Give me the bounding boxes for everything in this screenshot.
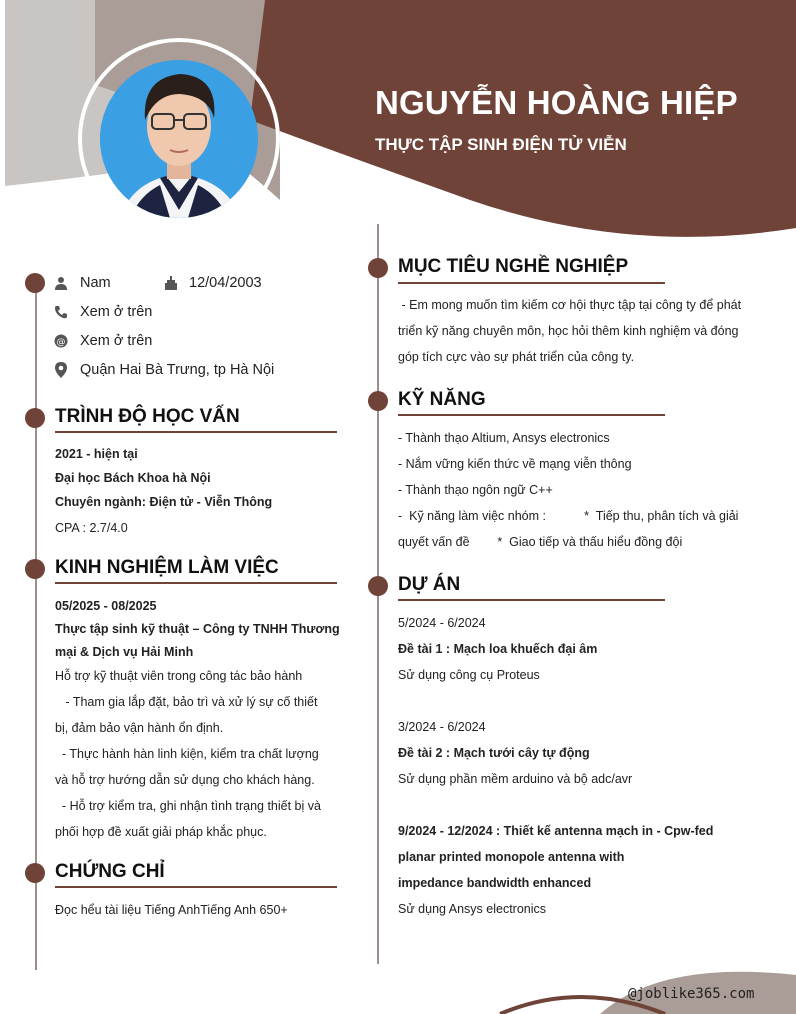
education-cpa: CPA : 2.7/4.0 (55, 521, 128, 535)
email-at-icon (53, 333, 69, 349)
email-text: Xem ở trên (80, 333, 153, 349)
project3-title-line3: impedance bandwidth enhanced (398, 876, 592, 890)
experience-rule (55, 582, 337, 584)
project1-name: Đề tài 1 : Mạch loa khuếch đại âm (398, 642, 598, 656)
person-icon (53, 275, 69, 291)
objective-line: triển kỹ năng chuyên môn, học hỏi thêm kinh nghiệm và đóng (398, 324, 739, 338)
skills-body (398, 425, 778, 555)
phone-icon (53, 304, 69, 320)
objective-dot (368, 258, 388, 278)
objective-body (398, 292, 768, 370)
candidate-name: NGUYỄN HOÀNG HIỆP (375, 84, 738, 121)
certificates-title: CHỨNG CHỈ (55, 861, 165, 882)
projects-rule (398, 599, 665, 601)
experience-title: KINH NGHIỆM LÀM VIỆC (55, 557, 279, 578)
project2-name: Đề tài 2 : Mạch tưới cây tự động (398, 746, 590, 760)
footer-watermark: @joblike365.com (628, 986, 755, 1002)
certificates-dot (25, 863, 45, 883)
skill-line: - Kỹ năng làm việc nhóm : * Tiếp thu, phân tích và giải (398, 509, 739, 523)
phone-text: Xem ở trên (80, 304, 153, 320)
objective-rule (398, 282, 665, 284)
candidate-role: THỰC TẬP SINH ĐIỆN TỬ VIỄN (375, 135, 627, 154)
birthday-text: 12/04/2003 (189, 275, 262, 291)
skills-title: KỸ NĂNG (398, 389, 486, 410)
contact-dot (25, 273, 45, 293)
objective-line: góp tích cực vào sự phát triển của công ty. (398, 350, 635, 364)
experience-line: và hỗ trợ hướng dẫn sử dụng cho khách hàng. (55, 773, 315, 787)
projects-title: DỰ ÁN (398, 574, 461, 595)
education-major: Chuyên ngành: Điện tử - Viễn Thông (55, 495, 273, 509)
experience-line: bị, đảm bảo vận hành ổn định. (55, 721, 224, 735)
projects-dot (368, 576, 388, 596)
education-title: TRÌNH ĐỘ HỌC VẤN (55, 406, 240, 427)
experience-line: Hỗ trợ kỹ thuật viên trong công tác bảo hành (55, 669, 303, 683)
skill-line: quyết vấn đề * Giao tiếp và thấu hiểu đồng đội (398, 535, 683, 549)
project1-desc: Sử dụng công cụ Proteus (398, 668, 540, 682)
skills-dot (368, 391, 388, 411)
experience-dot (25, 559, 45, 579)
objective-title: MỤC TIÊU NGHỀ NGHIỆP (398, 256, 629, 277)
skills-rule (398, 414, 665, 416)
profile-photo (100, 60, 258, 218)
experience-line: - Thực hành hàn linh kiện, kiểm tra chất lượng (55, 747, 319, 761)
skill-line: - Thành thạo ngôn ngữ C++ (398, 483, 553, 497)
project2-period: 3/2024 - 6/2024 (398, 720, 486, 734)
experience-description (55, 663, 337, 845)
education-school: Đại học Bách Khoa hà Nội (55, 471, 211, 485)
experience-line: - Hỗ trợ kiểm tra, ghi nhận tình trạng thiết bị và (55, 799, 321, 813)
skill-line: - Nắm vững kiến thức về mạng viễn thông (398, 457, 632, 471)
certificates-rule (55, 886, 337, 888)
objective-line: - Em mong muốn tìm kiếm cơ hội thực tập tại công ty để phát (398, 298, 742, 312)
certificates-text: Đọc hểu tài liệu Tiếng AnhTiếng Anh 650+ (55, 903, 288, 917)
project3-title-line2: planar printed monopole antenna with (398, 850, 625, 864)
birthday-cake-icon (163, 275, 179, 291)
svg-text:@: @ (56, 337, 66, 348)
location-pin-icon (53, 362, 69, 378)
project3-desc: Sử dụng Ansys electronics (398, 902, 547, 916)
project1-period: 5/2024 - 6/2024 (398, 616, 486, 630)
experience-line: phối hợp đề xuất giải pháp khắc phục. (55, 825, 267, 839)
address-text: Quận Hai Bà Trưng, tp Hà Nội (80, 362, 275, 378)
project2-desc: Sử dụng phần mềm arduino và bộ adc/avr (398, 772, 633, 786)
skill-line: - Thành thạo Altium, Ansys electronics (398, 431, 610, 445)
experience-position-line2: mại & Dịch vụ Hải Minh (55, 645, 194, 659)
education-dot (25, 408, 45, 428)
experience-period: 05/2025 - 08/2025 (55, 599, 157, 613)
education-period: 2021 - hiện tại (55, 447, 138, 461)
gender-text: Nam (80, 275, 111, 291)
project3-title-line1: 9/2024 - 12/2024 : Thiết kế antenna mạch in - Cpw-fed (398, 824, 714, 838)
experience-line: - Tham gia lắp đặt, bảo trì và xử lý sự cố thiết (55, 695, 318, 709)
experience-position-line1: Thực tập sinh kỹ thuật – Công ty TNHH Thương (55, 622, 340, 636)
education-rule (55, 431, 337, 433)
